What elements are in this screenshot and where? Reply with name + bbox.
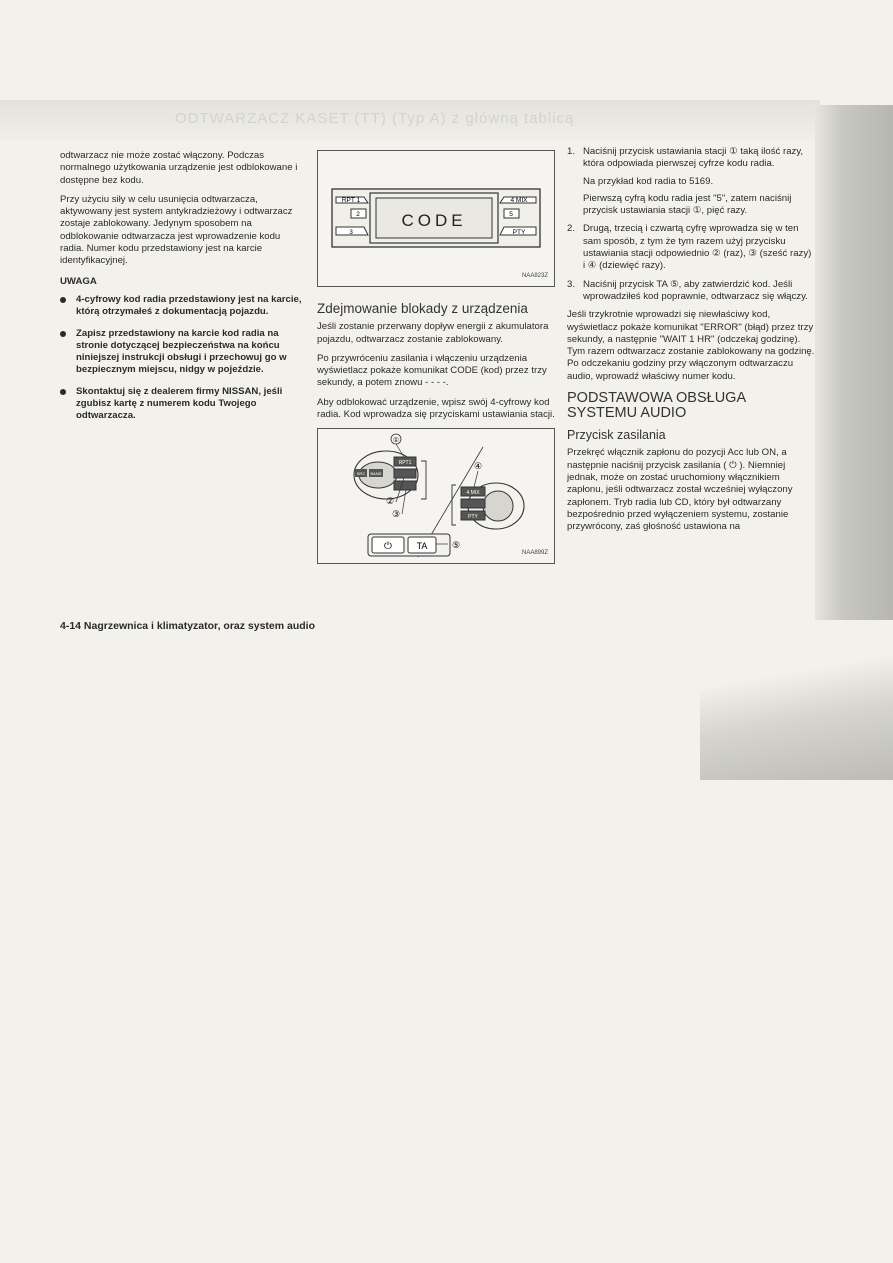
unlock-steps xyxy=(567,146,815,303)
bracket xyxy=(452,485,456,525)
step-item xyxy=(567,279,815,304)
bracket xyxy=(421,461,426,499)
radio-code-figure xyxy=(317,150,555,287)
paragraph: Przekręć włącznik zapłonu do pozycji Acc lub ON, a następnie naciśnij przycisk zasilania ( ⏻ ). Niemniej jednak, może on zostać uruchomiony włącznikiem zapłonu, jeśli odtwarzacz został wcześniej wyłączony zapłonem. Tryb radia lub CD, który był odtwarzany bezpośrednio przed wyłączeniem systemu, zostanie przywrócony, zaś głośność ustawiona na xyxy=(567,447,793,533)
column-right xyxy=(567,146,815,540)
column-left xyxy=(60,150,302,432)
radio-display-illustration xyxy=(318,151,554,286)
rpt1-label: RPT 1 xyxy=(341,197,361,204)
step-text: Drugą, trzecią i czwartą cyfrę wprowadza się w ten sam sposób, z tym że tym razem użyj przycisku ustawiania stacji odpowiednio ② (raz), ③ (sześć razy) i ④ (dziewięć razy). xyxy=(583,223,812,272)
radio-buttons-illustration xyxy=(318,429,554,563)
paragraph: Aby odblokować urządzenie, wpisz swój 4-cyfrowy kod radia. Kod wprowadza się przyciskami ustawiania stacji. xyxy=(317,396,555,421)
src-label: SRC xyxy=(356,471,366,477)
page-edge-shadow-lower xyxy=(700,620,893,780)
callout-4: ④ xyxy=(473,461,483,472)
note-list xyxy=(60,294,302,423)
step-example: Na przykład kod radia to 5169. xyxy=(583,175,714,187)
paragraph: Po przywróceniu zasilania i włączeniu urządzenia wyświetlacz pokaże komunikat CODE (kod) przez trzy sekundy, a potem znowu - - - -. xyxy=(317,352,547,389)
knob-center-right xyxy=(483,491,513,521)
column-middle xyxy=(317,150,557,564)
callout-3: ③ xyxy=(391,509,401,520)
figure-code: NAA899Z xyxy=(521,550,548,557)
figure-code: NAA823Z xyxy=(521,272,548,279)
page-edge-shadow xyxy=(815,105,893,625)
section-title: Zdejmowanie blokady z urządzenia xyxy=(317,301,528,316)
step-item xyxy=(567,223,815,272)
page-footer: 4-14 Nagrzewnica i klimatyzator, oraz system audio xyxy=(60,620,316,632)
paragraph: odtwarzacz nie może zostać włączony. Podczas normalnego użytkowania urządzenie jest odblokowane i dostępne bez kodu. xyxy=(60,150,298,186)
note-item: 4-cyfrowy kod radia przedstawiony jest na karcie, którą otrzymałeś z dokumentacją pojazdu. xyxy=(60,294,302,319)
step-extra: Pierwszą cyfrą kodu radia jest "5", zatem naciśnij przycisk ustawiania stacji ①, pięć razy. xyxy=(583,192,792,217)
step-text: Naciśnij przycisk ustawiania stacji ① taką ilość razy, która odpowiada pierwszej cyfrze kodu radia. xyxy=(583,146,804,170)
paragraph: Jeśli zostanie przerwany dopływ energii z akumulatora pojazdu, odtwarzacz zostanie zablokowany. xyxy=(317,321,549,345)
mix-label: 4 MIX xyxy=(466,490,480,497)
paragraph: Przy użyciu siły w celu usunięcia odtwarzacza, aktywowany jest system antykradzieżowy i odtwarzacz zostaje zablokowany. Jedynym sposobem na odblokowanie odtwarzacza jest wprowadzenie kodu radia. Numer kodu przedstawiony jest na karcie identyfikacyjnej. xyxy=(60,193,293,267)
note-item: Zapisz przedstawiony na karcie kod radia na stronie dotyczącej bezpieczeństwa na końcu niniejszej instrukcji obsługi i przechowuj go w bezpiecznym miejscu, nidgy w pojeździe. xyxy=(60,328,302,377)
mix-label: 4 MIX xyxy=(510,197,528,204)
power-label: ⏻ xyxy=(384,541,392,553)
note-heading: UWAGA xyxy=(60,275,97,287)
button-5-label: 5 xyxy=(509,211,513,218)
callout-1: ① xyxy=(392,437,400,445)
step-number: 1. xyxy=(567,146,576,157)
button-5-shape xyxy=(461,499,485,508)
radio-buttons-figure xyxy=(317,428,555,564)
pty-label: PTY xyxy=(512,229,526,236)
callout-2: ② xyxy=(385,496,395,507)
callout-leader xyxy=(474,471,478,487)
section-heading: PODSTAWOWA OBSŁUGA SYSTEMU AUDIO xyxy=(567,390,746,422)
rpt1-label: RPT1 xyxy=(398,460,412,467)
button-3-label: 3 xyxy=(349,229,353,236)
display-code-text: CODE xyxy=(401,211,467,230)
pty-label: PTY xyxy=(468,514,478,521)
subsection-heading: Przycisk zasilania xyxy=(567,428,666,443)
faded-header: ODTWARZACZ KASET (TT) (Typ A) z główną tablicą xyxy=(175,110,575,127)
step-item xyxy=(567,146,815,217)
button-2-label: 2 xyxy=(356,211,360,218)
button-3-shape xyxy=(394,481,416,490)
band-label: BAND xyxy=(370,471,382,477)
button-2-shape xyxy=(394,469,416,478)
step-number: 3. xyxy=(567,278,576,290)
step-text: Naciśnij przycisk TA ⑤, aby zatwierdzić kod. Jeśli wprowadziłeś kod poprawnie, odtwarzacz się włączy. xyxy=(583,278,808,302)
paragraph: Jeśli trzykrotnie wprowadzi się niewłaściwy kod, wyświetlacz pokaże komunikat "ERROR" (błąd) przez trzy sekundy, a następnie "WAIT 1 HR" (odczekaj godzinę). Tym razem odtwarzacz zostanie zablokowany na godzinę. Po odczekaniu godziny przy włączonym odtwarzaczu audio, wprowadź właściwy numer kodu. xyxy=(567,309,815,382)
note-item: Skontaktuj się z dealerem firmy NISSAN, jeśli zgubisz kartę z numerem kodu Twojego odtwarzacza. xyxy=(60,386,302,423)
step-number: 2. xyxy=(567,223,576,235)
callout-5: ⑤ xyxy=(451,540,461,551)
ta-label: TA xyxy=(416,541,428,552)
